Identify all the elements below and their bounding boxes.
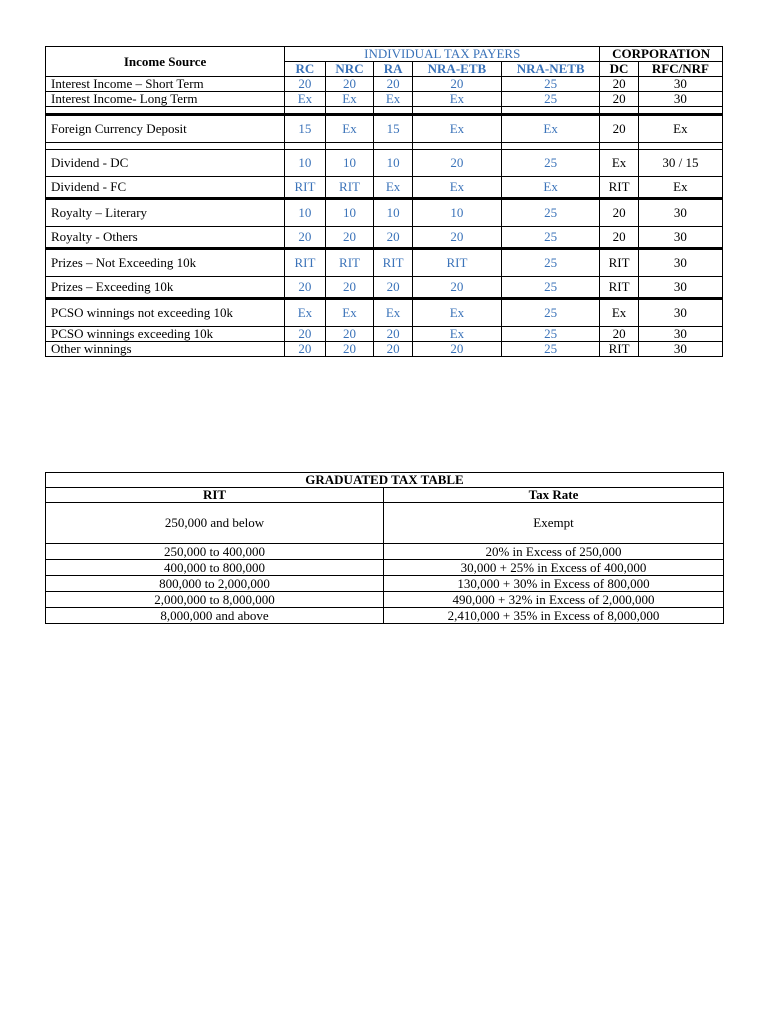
rate-cell-rc: Ex xyxy=(285,299,326,327)
rate-cell-rc: RIT xyxy=(285,249,326,277)
rate-cell-dc: RIT xyxy=(600,177,639,199)
table-row xyxy=(46,342,723,357)
rate-cell-rc: 10 xyxy=(285,150,326,177)
col-header-dc: DC xyxy=(600,62,639,77)
rate-cell-rc: 20 xyxy=(285,342,326,357)
spacer-cell xyxy=(638,107,722,115)
tax-rates-body xyxy=(46,77,723,357)
rate-cell-nrc: 20 xyxy=(325,227,374,249)
spacer-cell xyxy=(600,143,639,150)
rate-cell-ra: RIT xyxy=(374,249,413,277)
col-header-nrc: NRC xyxy=(325,62,374,77)
rate-cell-dc: Ex xyxy=(600,150,639,177)
tax-rate-cell: 490,000 + 32% in Excess of 2,000,000 xyxy=(384,592,724,608)
tax-rates-table xyxy=(45,46,723,357)
col-header-rit: RIT xyxy=(46,488,384,503)
spacer-row xyxy=(46,143,723,150)
income-source-cell: Royalty – Literary xyxy=(46,199,285,227)
rate-cell-nra-etb: Ex xyxy=(412,92,501,107)
table-row xyxy=(46,560,724,576)
tax-rate-cell: 20% in Excess of 250,000 xyxy=(384,544,724,560)
table-row xyxy=(46,227,723,249)
spacer-cell xyxy=(412,107,501,115)
rate-cell-nra-netb: 25 xyxy=(502,342,600,357)
rate-cell-nrc: RIT xyxy=(325,249,374,277)
tax-rate-cell: 130,000 + 30% in Excess of 800,000 xyxy=(384,576,724,592)
income-range-cell: 8,000,000 and above xyxy=(46,608,384,624)
spacer-cell xyxy=(285,143,326,150)
rate-cell-nra-netb: 25 xyxy=(502,299,600,327)
rate-cell-ra: Ex xyxy=(374,92,413,107)
rate-cell-nra-etb: 10 xyxy=(412,199,501,227)
rate-cell-dc: 20 xyxy=(600,115,639,143)
income-range-cell: 400,000 to 800,000 xyxy=(46,560,384,576)
rate-cell-rfc-nrf: 30 xyxy=(638,342,722,357)
table-row xyxy=(46,277,723,299)
income-range-cell: 250,000 to 400,000 xyxy=(46,544,384,560)
income-source-cell: Prizes – Not Exceeding 10k xyxy=(46,249,285,277)
rate-cell-dc: Ex xyxy=(600,299,639,327)
rate-cell-nra-etb: Ex xyxy=(412,115,501,143)
rate-cell-dc: RIT xyxy=(600,342,639,357)
rate-cell-nra-netb: 25 xyxy=(502,199,600,227)
col-header-nra-etb: NRA-ETB xyxy=(412,62,501,77)
table-row xyxy=(46,177,723,199)
rate-cell-rfc-nrf: 30 xyxy=(638,327,722,342)
table-row xyxy=(46,77,723,92)
rate-cell-rfc-nrf: 30 xyxy=(638,77,722,92)
table-row xyxy=(46,249,723,277)
rate-cell-nra-netb: Ex xyxy=(502,115,600,143)
rate-cell-dc: 20 xyxy=(600,327,639,342)
rate-cell-dc: RIT xyxy=(600,249,639,277)
rate-cell-rfc-nrf: 30 xyxy=(638,199,722,227)
spacer-cell xyxy=(412,143,501,150)
income-source-cell: Foreign Currency Deposit xyxy=(46,115,285,143)
rate-cell-rfc-nrf: 30 xyxy=(638,92,722,107)
rate-cell-nra-netb: 25 xyxy=(502,277,600,299)
rate-cell-nrc: Ex xyxy=(325,299,374,327)
rate-cell-dc: 20 xyxy=(600,199,639,227)
rate-cell-nra-netb: 25 xyxy=(502,227,600,249)
rate-cell-dc: RIT xyxy=(600,277,639,299)
income-source-cell: PCSO winnings exceeding 10k xyxy=(46,327,285,342)
rate-cell-ra: Ex xyxy=(374,177,413,199)
rate-cell-nra-netb: 25 xyxy=(502,77,600,92)
table-row xyxy=(46,503,724,544)
rate-cell-nra-etb: 20 xyxy=(412,227,501,249)
rate-cell-nra-netb: 25 xyxy=(502,92,600,107)
rate-cell-rc: 15 xyxy=(285,115,326,143)
rate-cell-ra: 20 xyxy=(374,227,413,249)
rate-cell-ra: 20 xyxy=(374,342,413,357)
rate-cell-ra: 10 xyxy=(374,150,413,177)
income-source-cell: Interest Income – Short Term xyxy=(46,77,285,92)
table-row xyxy=(46,115,723,143)
tax-rate-cell: 30,000 + 25% in Excess of 400,000 xyxy=(384,560,724,576)
rate-cell-nrc: 20 xyxy=(325,277,374,299)
rate-cell-rfc-nrf: Ex xyxy=(638,177,722,199)
rate-cell-rfc-nrf: 30 xyxy=(638,277,722,299)
rate-cell-nra-etb: 20 xyxy=(412,150,501,177)
rate-cell-dc: 20 xyxy=(600,77,639,92)
rate-cell-nra-netb: 25 xyxy=(502,150,600,177)
rate-cell-ra: 20 xyxy=(374,327,413,342)
rate-cell-nrc: RIT xyxy=(325,177,374,199)
spacer-cell xyxy=(325,143,374,150)
income-source-cell: PCSO winnings not exceeding 10k xyxy=(46,299,285,327)
col-header-tax-rate: Tax Rate xyxy=(384,488,724,503)
rate-cell-nrc: Ex xyxy=(325,115,374,143)
rate-cell-nrc: 20 xyxy=(325,77,374,92)
graduated-table-title: GRADUATED TAX TABLE xyxy=(46,473,724,488)
col-header-rfc-nrf: RFC/NRF xyxy=(638,62,722,77)
table-row xyxy=(46,592,724,608)
individual-taxpayers-header: INDIVIDUAL TAX PAYERS xyxy=(285,47,600,62)
income-source-cell: Prizes – Exceeding 10k xyxy=(46,277,285,299)
col-header-ra: RA xyxy=(374,62,413,77)
col-header-nra-netb: NRA-NETB xyxy=(502,62,600,77)
rate-cell-nra-etb: RIT xyxy=(412,249,501,277)
table-row xyxy=(46,92,723,107)
income-range-cell: 800,000 to 2,000,000 xyxy=(46,576,384,592)
spacer-row xyxy=(46,107,723,115)
rate-cell-dc: 20 xyxy=(600,92,639,107)
rate-cell-nra-etb: Ex xyxy=(412,327,501,342)
spacer-cell xyxy=(502,143,600,150)
tax-rate-cell: 2,410,000 + 35% in Excess of 8,000,000 xyxy=(384,608,724,624)
rate-cell-rfc-nrf: 30 / 15 xyxy=(638,150,722,177)
col-header-rc: RC xyxy=(285,62,326,77)
table-row xyxy=(46,544,724,560)
rate-cell-rc: 20 xyxy=(285,227,326,249)
corporation-header: CORPORATION xyxy=(600,47,723,62)
rate-cell-nrc: Ex xyxy=(325,92,374,107)
rate-cell-nra-netb: 25 xyxy=(502,249,600,277)
graduated-table-body xyxy=(46,503,724,624)
rate-cell-ra: 10 xyxy=(374,199,413,227)
rate-cell-ra: Ex xyxy=(374,299,413,327)
spacer-cell xyxy=(374,143,413,150)
rate-cell-rc: 20 xyxy=(285,277,326,299)
rate-cell-nra-netb: 25 xyxy=(502,327,600,342)
rate-cell-rfc-nrf: 30 xyxy=(638,299,722,327)
rate-cell-nra-etb: Ex xyxy=(412,177,501,199)
income-range-cell: 2,000,000 to 8,000,000 xyxy=(46,592,384,608)
income-source-cell: Interest Income- Long Term xyxy=(46,92,285,107)
rate-cell-nrc: 10 xyxy=(325,150,374,177)
rate-cell-nra-etb: Ex xyxy=(412,299,501,327)
spacer-cell xyxy=(638,143,722,150)
rate-cell-rc: 20 xyxy=(285,77,326,92)
rate-cell-nrc: 10 xyxy=(325,199,374,227)
table-row xyxy=(46,576,724,592)
rate-cell-rfc-nrf: 30 xyxy=(638,249,722,277)
rate-cell-rfc-nrf: Ex xyxy=(638,115,722,143)
table-row xyxy=(46,608,724,624)
rate-cell-nra-netb: Ex xyxy=(502,177,600,199)
rate-cell-nra-etb: 20 xyxy=(412,342,501,357)
income-source-header: Income Source xyxy=(46,47,285,77)
income-source-cell: Dividend - FC xyxy=(46,177,285,199)
table-row xyxy=(46,150,723,177)
rate-cell-nra-etb: 20 xyxy=(412,277,501,299)
rate-cell-ra: 15 xyxy=(374,115,413,143)
rate-cell-rc: 10 xyxy=(285,199,326,227)
income-source-cell: Other winnings xyxy=(46,342,285,357)
rate-cell-ra: 20 xyxy=(374,77,413,92)
rate-cell-nrc: 20 xyxy=(325,327,374,342)
table-row xyxy=(46,299,723,327)
table-row xyxy=(46,327,723,342)
rate-cell-ra: 20 xyxy=(374,277,413,299)
income-range-cell: 250,000 and below xyxy=(46,503,384,544)
spacer-cell xyxy=(325,107,374,115)
rate-cell-nra-etb: 20 xyxy=(412,77,501,92)
graduated-tax-table xyxy=(45,472,724,624)
spacer-cell xyxy=(46,107,285,115)
spacer-cell xyxy=(285,107,326,115)
spacer-cell xyxy=(502,107,600,115)
rate-cell-dc: 20 xyxy=(600,227,639,249)
rate-cell-rc: Ex xyxy=(285,92,326,107)
tax-rate-cell: Exempt xyxy=(384,503,724,544)
rate-cell-rfc-nrf: 30 xyxy=(638,227,722,249)
income-source-cell: Dividend - DC xyxy=(46,150,285,177)
rate-cell-rc: RIT xyxy=(285,177,326,199)
income-source-cell: Royalty - Others xyxy=(46,227,285,249)
rate-cell-nrc: 20 xyxy=(325,342,374,357)
spacer-cell xyxy=(46,143,285,150)
table-row xyxy=(46,199,723,227)
rate-cell-rc: 20 xyxy=(285,327,326,342)
spacer-cell xyxy=(600,107,639,115)
spacer-cell xyxy=(374,107,413,115)
